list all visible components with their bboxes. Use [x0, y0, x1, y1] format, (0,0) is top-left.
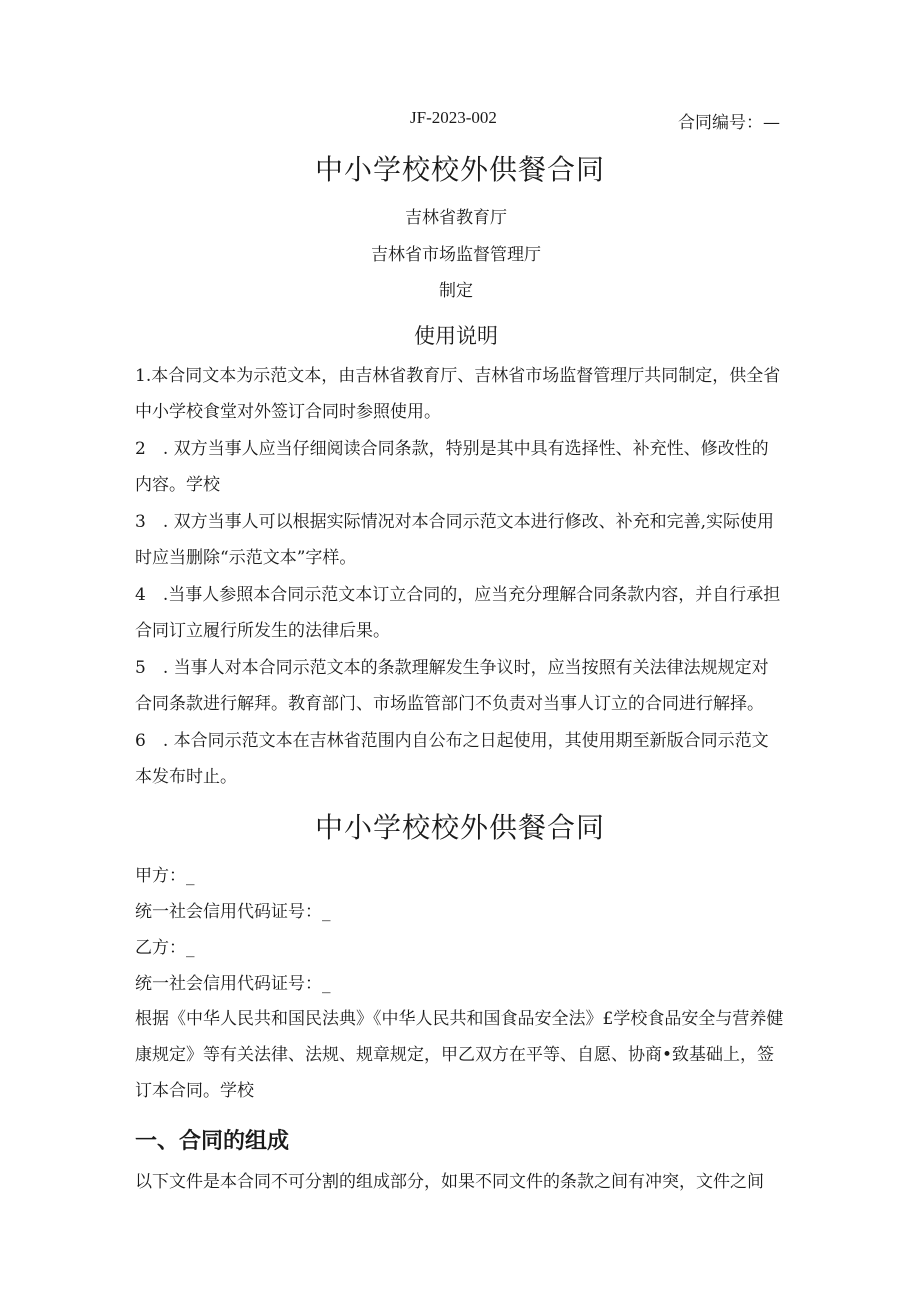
party-a-field: 甲方：_	[135, 866, 195, 886]
contract-title: 中小学校校外供餐合同	[314, 811, 605, 844]
usage-item-4: 4 .当事人参照本合同示范文本订立合同的，应当充分理解合同条款内容，并自行承担合同订立履行所发生的法律后果。	[135, 585, 781, 641]
usage-heading: 使用说明	[414, 324, 498, 348]
cover-title: 中小学校校外供餐合同	[314, 153, 605, 186]
usage-item-3: 3 . 双方当事人可以根据实际情况对本合同示范文本进行修改、补充和完善,实际使用时应当删除“示范文本”字样。	[135, 512, 775, 568]
contract-number-label: 合同编号：—	[678, 113, 780, 133]
usage-item-5: 5 . 当事人对本合同示范文本的条款理解发生争议时，应当按照有关法律法规规定对合同条款进行解拜。教育部门、市场监管部门不负责对当事人订立的合同进行解择。	[135, 658, 769, 714]
section-1-text: 以下文件是本合同不可分割的组成部分，如果不同文件的条款之间有冲突，文件之间	[135, 1172, 764, 1192]
issuer-education-dept: 吉林省教育厅	[405, 208, 507, 228]
contract-basis-paragraph: 根据《中华人民共和国民法典》《中华人民共和国食品安全法》£学校食品安全与营养健康规定》等有关法律、法规、规章规定，甲乙双方在平等、自愿、协商•致基础上，签订本合同。学校	[135, 1009, 784, 1101]
document-code: JF-2023-002	[410, 108, 497, 127]
party-b-credit-code-field: 统一社会信用代码证号：_	[135, 974, 331, 994]
section-1-heading: 一、合同的组成	[135, 1129, 290, 1154]
issuer-market-supervision: 吉林省市场监督管理厅	[371, 245, 541, 265]
party-a-credit-code-field: 统一社会信用代码证号：_	[135, 902, 331, 922]
usage-item-6: 6 . 本合同示范文本在吉林省范围内自公布之日起使用，其使用期至新版合同示范文本发布时止。	[135, 731, 769, 787]
usage-item-2: 2 . 双方当事人应当仔细阅读合同条款，特别是其中具有选择性、补充性、修改性的内容。学校	[135, 439, 769, 495]
party-b-field: 乙方：_	[135, 938, 195, 958]
made-by-label: 制定	[439, 281, 473, 301]
usage-item-1: 1.本合同文本为示范文本，由吉林省教育厅、吉林省市场监督管理厅共同制定，供全省中小学校食堂对外签订合同时参照使用。	[135, 366, 781, 422]
